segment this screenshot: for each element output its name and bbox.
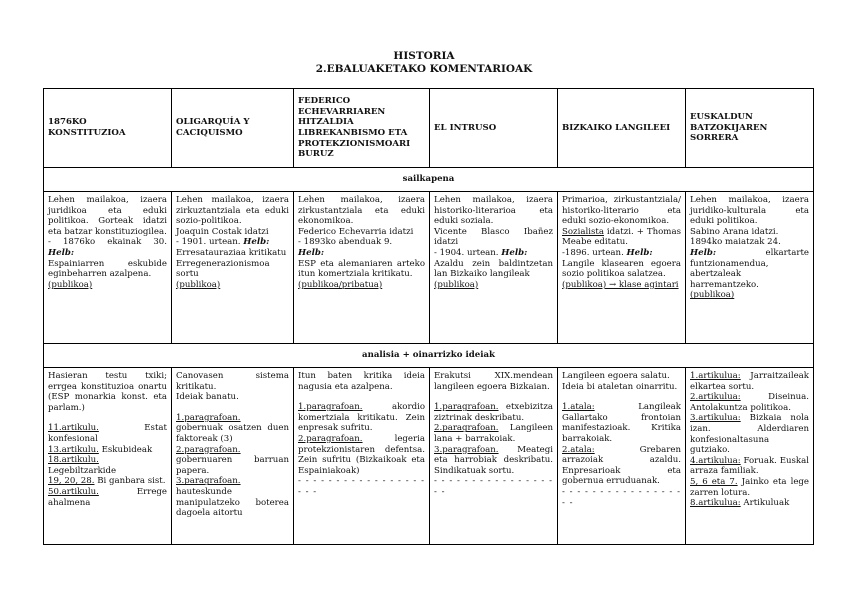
cell-text: 1.paragrafoan. xyxy=(176,412,241,423)
analysis-cell xyxy=(686,368,814,545)
classification-cell xyxy=(44,192,172,344)
cell-text: 2.paragrafoan. xyxy=(176,444,241,455)
analysis-cell xyxy=(558,368,686,545)
cell-text: Erregenerazionismoa sortu xyxy=(176,258,270,280)
cell-text: (publikoa) → klase agintari xyxy=(562,279,679,290)
cell-text: 19, 20, 28. xyxy=(48,476,95,487)
cell-text: Espainiarren eskubide eginbeharren azalpena. xyxy=(48,258,167,280)
cell-text: Sozialista xyxy=(562,226,604,237)
cell-text: Lehen mailakoa, izaera zirkustantziala eta eduki ekonomikoa. xyxy=(298,195,425,227)
cell-text: Canovasen sistema kritikatu. xyxy=(176,371,289,392)
cell-text: 5, 6 eta 7. xyxy=(690,476,738,487)
cell-text: 1.paragrafoan. xyxy=(434,402,499,413)
cell-text: Eskubideak xyxy=(98,444,153,455)
cell-text: (publikoa) xyxy=(176,279,221,290)
section-row xyxy=(44,168,814,192)
cell-text: 2.paragrafoan. xyxy=(298,433,363,444)
column-header: EUSKALDUN BATZOKIJAREN SORRERA xyxy=(686,89,814,168)
classification-cell xyxy=(430,192,558,344)
cell-text: - 1904. urtean. xyxy=(434,247,502,258)
dashed-separator: - - - - - - - - - - - - - - - - - - xyxy=(434,476,553,497)
cell-text: Lehen mailakoa, izaera juridiko-kulturala eta eduki politikoa. xyxy=(690,195,809,227)
cell-text: akordio komertziala kritikatu. Zein enpresak sufritu. xyxy=(298,402,425,434)
cell-text: (publikoa) xyxy=(690,290,735,301)
cell-text: (publikoa) xyxy=(48,279,93,290)
cell-text: 13.artikulu. xyxy=(48,444,99,455)
cell-text: 1.atala: xyxy=(562,402,595,413)
cell-text: Legebiltzarkide xyxy=(48,465,117,476)
cell-text: idatzi. + Thomas Meabe editatu. xyxy=(562,226,681,248)
cell-text: Jarraitzaileak elkartea sortu. xyxy=(690,371,809,392)
cell-text: Ideia bi ataletan oinarritu. xyxy=(562,381,678,392)
cell-text: 2.artikulua: xyxy=(690,392,741,403)
cell-text: Bizkaia nola izan. Alderdiaren konfesionaltasuna gutziako. xyxy=(690,413,809,456)
cell-text: 1.paragrafoan. xyxy=(298,402,363,413)
cell-text: Lehen mailakoa, izaera juridikoa eta eduki politikoa. Gorteak idatzi eta batzar konstituziogilea. xyxy=(48,195,167,237)
label-helb: Helb: xyxy=(48,247,75,258)
cell-text: Lehen mailakoa, izaera zirkuztantziala eta eduki sozio-politikoa. xyxy=(176,195,289,227)
cell-text: Jainko eta lege zarren lotura. xyxy=(690,476,809,498)
comments-table xyxy=(43,88,814,545)
column-header: BIZKAIKO LANGILEEI xyxy=(558,89,686,168)
section-heading-analisia: analisia + oinarrizko ideiak xyxy=(44,344,814,368)
section-heading-sailkapena: sailkapena xyxy=(44,168,814,192)
classification-cell xyxy=(686,192,814,344)
cell-text: Joaquin Costak idatzi xyxy=(176,226,269,237)
cell-text: Primarioa, zirkustantziala/ historiko-literario eta eduki sozio-ekonomikoa. xyxy=(562,195,681,227)
cell-text: etxebizitza ziztrinak deskribatu. xyxy=(434,402,553,423)
cell-text: Estat konfesional xyxy=(48,423,167,444)
cell-text: Vicente Blasco Ibañez idatzi xyxy=(434,226,553,248)
cell-text: Grebaren arrazoiak azaldu. Enpresarioak eta gobernua erruduanak. xyxy=(562,444,681,487)
cell-text: -1896. urtean. xyxy=(562,247,627,258)
label-helb: Helb: xyxy=(626,247,653,258)
cell-text: Errege ahalmena xyxy=(48,486,167,508)
cell-text: Langileen lana + barrakoiak. xyxy=(434,423,553,444)
cell-text: gobernuak osatzen duen faktoreak (3) xyxy=(176,423,289,444)
cell-text: 1894ko maiatzak 24. xyxy=(690,237,781,248)
cell-text: (publikoa) xyxy=(434,279,479,290)
cell-text: gobernuaren barruan papera. xyxy=(176,455,289,476)
cell-text: Bi ganbara sist. xyxy=(94,476,166,487)
header-row xyxy=(44,89,814,168)
cell-text: - 1893ko abenduak 9. xyxy=(298,237,393,248)
cell-text: 3.paragrafoan. xyxy=(176,476,241,487)
document-subtitle: 2.EBALUAKETAKO KOMENTARIOAK xyxy=(315,63,533,75)
cell-text: 2.atala: xyxy=(562,444,595,455)
document-title: HISTORIA xyxy=(393,50,455,62)
cell-text: ESP eta alemaniaren arteko itun komertziala kritikatu. xyxy=(298,258,425,280)
page-title xyxy=(0,50,848,76)
cell-text: hauteskunde manipulatzeko boterea dagoela aitortu xyxy=(176,486,289,519)
cell-text: Langile klasearen egoera sozio politikoa salatzea. xyxy=(562,258,681,280)
label-helb: Helb: xyxy=(690,247,717,258)
cell-text: Itun baten kritika ideia nagusia eta azalpena. xyxy=(298,371,425,392)
column-header: 1876KO KONSTITUZIOA xyxy=(44,89,172,168)
cell-text: 8.artikulua: xyxy=(690,498,741,509)
label-helb: Helb: xyxy=(298,247,325,258)
analysis-row xyxy=(44,368,814,545)
analysis-cell xyxy=(44,368,172,545)
cell-text: 18.artikulu. xyxy=(48,455,99,466)
cell-text: legeria protekzionistaren defentsa. Zein sufritu (Bizkaikoak eta Espainiakoak) xyxy=(298,433,425,476)
analysis-cell xyxy=(172,368,294,545)
cell-text: 2.paragrafoan. xyxy=(434,423,499,434)
column-header: OLIGARQUÍA Y CACIQUISMO xyxy=(172,89,294,168)
analysis-cell xyxy=(430,368,558,545)
cell-text: Sabino Arana idatzi. xyxy=(690,226,779,237)
cell-text: Diseinua. Antolakuntza politikoa. xyxy=(690,392,809,413)
cell-text: - 1876ko ekainak 30. xyxy=(48,237,167,248)
cell-text: 1.artikulua: xyxy=(690,371,741,381)
section-row xyxy=(44,344,814,368)
cell-text: Erakutsi XIX.mendean langileen egoera Bizkaian. xyxy=(434,371,553,392)
cell-text: 50.artikulu. xyxy=(48,486,99,497)
cell-text: Foruak. Euskal arraza familiak. xyxy=(690,455,809,477)
dashed-separator: - - - - - - - - - - - - - - - - - - xyxy=(562,486,681,508)
analysis-cell xyxy=(294,368,430,545)
cell-text: (publikoa/pribatua) xyxy=(298,279,383,290)
classification-cell xyxy=(558,192,686,344)
cell-text: elkartarte funtzionamendua, abertzaleak harremantzeko. xyxy=(690,247,809,290)
cell-text: Hasieran testu txiki; errgea konstituzioa onartu (ESP monarkia konst. eta parlam.) xyxy=(48,371,167,413)
cell-text: 3.artikulua: xyxy=(690,413,741,424)
cell-text: Azaldu zein baldintzetan lan Bizkaiko langileak xyxy=(434,258,553,280)
column-header: EL INTRUSO xyxy=(430,89,558,168)
cell-text: Lehen mailakoa, izaera historiko-literarioa eta eduki soziala. xyxy=(434,195,553,227)
cell-text: Erresatauraziaa kritikatu xyxy=(176,247,287,258)
label-helb: Helb: xyxy=(243,237,270,248)
column-header: FEDERICO ECHEVARRIAREN HITZALDIA LIBREKANBISMO ETA PROTEKZIONISMOARI BURUZ xyxy=(294,89,430,168)
classification-cell xyxy=(294,192,430,344)
cell-text: Langileak Gallartako frontoian manifestazioak. Kritika barrakoiak. xyxy=(562,402,681,444)
cell-text: - 1901. urtean. xyxy=(176,237,244,248)
cell-text: Federico Echevarria idatzi xyxy=(298,226,414,237)
classification-cell xyxy=(172,192,294,344)
dashed-separator: - - - - - - - - - - - - - - - - - - - - xyxy=(298,476,425,497)
classification-row xyxy=(44,192,814,344)
cell-text: 11.artikulu. xyxy=(48,423,99,434)
cell-text: Artikuluak xyxy=(740,498,790,509)
label-helb: Helb: xyxy=(501,247,528,258)
cell-text: Meategi eta harrobiak deskribatu. Sindikatuak sortu. xyxy=(434,444,553,476)
cell-text: 3.paragrafoan. xyxy=(434,444,499,455)
cell-text: 4.artikulua: xyxy=(690,455,741,466)
cell-text: Langileen egoera salatu. xyxy=(562,371,670,381)
cell-text: Ideiak banatu. xyxy=(176,392,239,403)
